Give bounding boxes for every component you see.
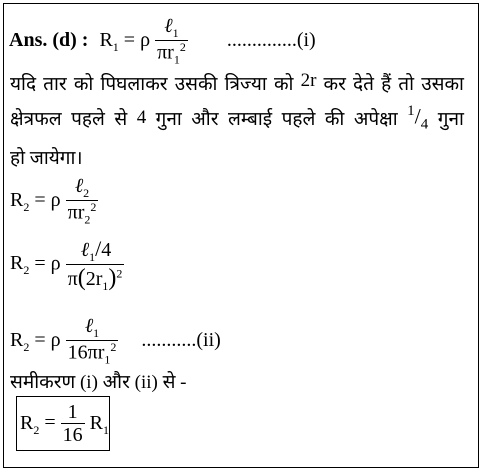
equals-sign: = [44,411,56,434]
paragraph-word: उसका [421,74,464,95]
r1-symbol: $R_1$ [99,28,119,54]
equation-r2-substituted [10,237,124,293]
rho-symbol: ρ [50,188,61,211]
paragraph-line-1 [10,70,464,96]
rho-symbol: ρ [50,328,61,351]
paragraph-word: हैं [381,74,392,95]
final-answer-equation [20,402,109,446]
paragraph-word: कर [323,74,346,95]
paragraph-word: 2r [300,70,317,91]
paragraph-word: गुना [437,109,464,131]
equals-sign: = [34,188,46,211]
paragraph-word: पिघलाकर [100,74,168,95]
paragraph-word: 4 [136,107,147,129]
equation-tag-i: ..............(i) [226,28,316,51]
paragraph-word: से [114,109,128,131]
fraction-l1-over-pir1sq: $\frac{\ell_1}{\pi r_1^2}$ [157,15,186,67]
r2-symbol: $R_2$ [10,328,30,354]
fraction-one-sixteenth: $\frac{1}{16}$ [62,401,83,446]
equation-r2-simplified [10,316,221,366]
paragraph-word: त्रिज्या [224,74,267,95]
equation-tag-ii: ...........(ii) [141,328,221,351]
equals-sign: = [123,28,136,51]
answer-label: Ans. (d) : [9,28,89,51]
r2-symbol: $R_2$ [10,188,30,214]
paragraph-word: $^1/_4$ [407,103,429,133]
fraction-l2-over-pir2sq: $\frac{\ell_2}{\pi r_2^2}$ [67,175,97,227]
paragraph-word: तार [43,74,67,95]
paragraph-line-3: हो जायेगा। [10,148,83,169]
r2-symbol: $R_2$ [20,411,40,437]
answer-card [3,3,479,468]
r1-symbol: $R_1$ [89,411,109,437]
comparison-line: समीकरण (i) और (ii) से - [10,372,187,393]
paragraph-word: लम्बाई [227,109,273,131]
fraction-l1-over-16pir1sq: $\frac{\ell_1}{16\pi r_1^2}$ [67,315,117,367]
paragraph-word: क्षेत्रफल [10,109,62,131]
fraction-quarter-l1-over-pi-2r1-sq: $\frac{\ell_1/4}{\pi(2r_1)^2}$ [67,236,123,293]
paragraph-word: पहले [281,109,316,131]
equals-sign: = [34,252,46,275]
paragraph-word: उसकी [174,74,218,95]
paragraph-word: गुना [155,109,182,131]
rho-symbol: ρ [140,28,151,51]
paragraph-word: पहले [71,109,105,131]
r2-symbol: $R_2$ [10,252,30,278]
equals-sign: = [34,328,46,351]
paragraph-line-2 [10,103,464,134]
paragraph-word: को [273,74,294,95]
rho-symbol: ρ [50,252,61,275]
paragraph-word: तो [398,74,415,95]
answer-equation-line [9,16,316,66]
paragraph-word: को [73,74,94,95]
paragraph-word: देते [353,74,374,95]
equation-r2-first [10,176,98,226]
final-answer-box [16,396,110,451]
paragraph-word: और [191,109,219,131]
paragraph-word: यदि [10,74,37,95]
paragraph-word: की [324,109,345,131]
paragraph-word: अपेक्षा [353,109,398,131]
